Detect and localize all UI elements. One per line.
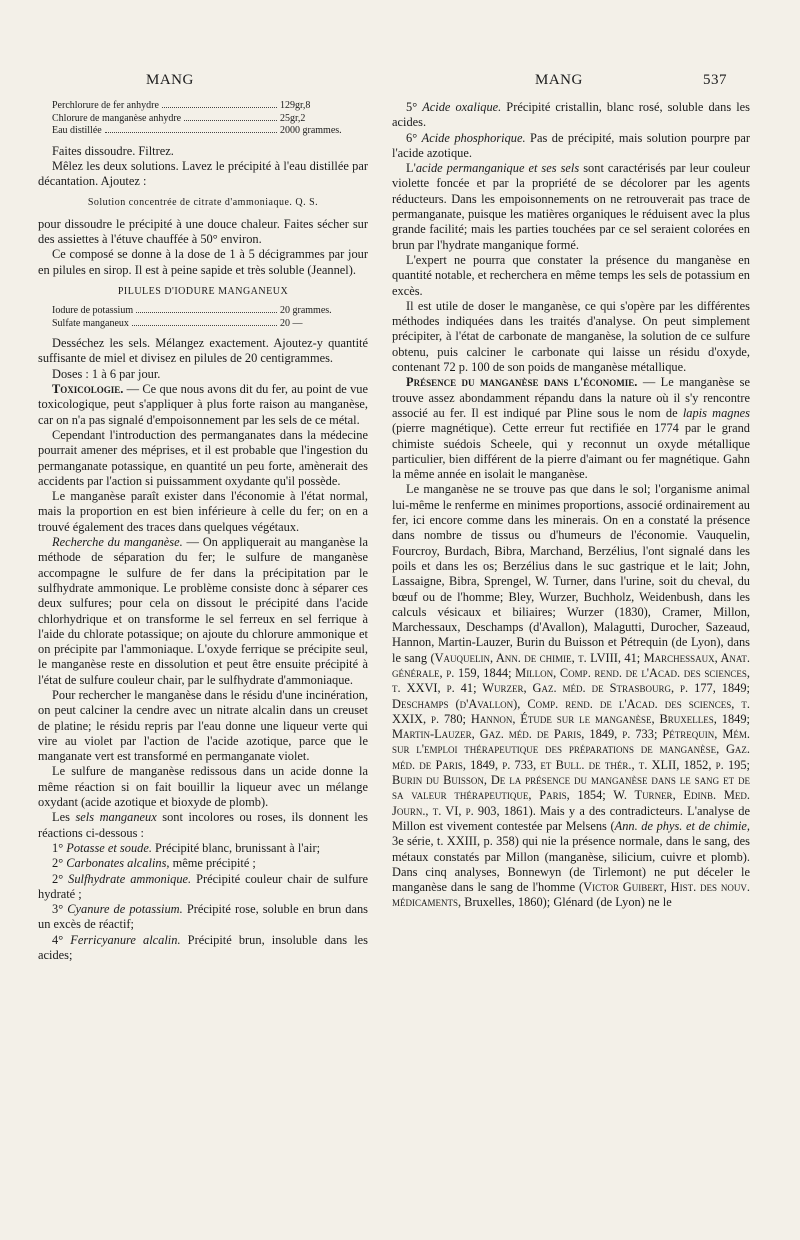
paragraph: Cependant l'introduction des permanganates dans la médecine pourrait amener des méprises, et il est probable que l'ingestion du permanganate potassique, en quantité un peu forte, amènerait des accidents par l'action si puissamment oxydante qu'il possède. [38,427,368,488]
section-heading-presence: Présence du manganèse dans l'économie. [406,375,638,390]
references: Vauquelin, Ann. de chimie, t. LVIII, 41; Marchessaux, Anat. générale, p. 159, 1844; Millon, Comp. rend. de l'Acad. des sciences, t. XXVI, p. 41; Wurzer, Gaz. méd. de Strasbourg, p. 177, 1849; Deschamps (d'Avallon), Comp. rend. de l'Acad. des sciences, t. XXIX, p. 780; Hannon, Étude sur le manganèse, Bruxelles, 1849; Martin-Lauzer, Gaz. méd. de Paris, 1849, p. 733; Pétrequin, Mém. sur l'emploi thérapeutique des préparations de manganèse, Gaz. méd. de Paris, 1849, p. 733, et Bull. de thér., t. XLII, 1852, p. 195; Burin du Buisson, De la présence du manganèse dans le sang et de sa valeur thérapeutique, Paris, 1854; W. Turner, Edinb. Med. Journ., t. VI, p. 903, 1861 [392,650,750,818]
paragraph: Le manganèse ne se trouve pas que dans le sol; l'organisme animal lui-même le renferme en minimes proportions, associé ordinairement au fer, ici encore comme dans les minerais. On en a constaté la présence dans nombre de tissus ou d'humeurs de l'économie. Vauquelin, Fourcroy, Burdach, Bibra, Marchand, Berzélius, l'ont signalé dans les poils et dans les os; Berzélius dans le suc gastrique et le lait; John, Lassaigne, Bibra, Sprengel, W. Turner, dans l'urine, soit du cheval, du bœuf ou de l'homme; Bley, Wurzer, Buchholz, Weidenbush, dans les calculs vésicaux et biliaires; Wurzer (1830), Cramer, Millon, Marchessaux, Deschamps (d'Avallon), Malagutti, Durocher, Sazeaud, Hannon, Martin-Lauzer, Burin du Buisson et Pétrequin (de Lyon), dans le sang (Vauquelin, Ann. de chimie, t. LVIII, 41; Marchessaux, Anat. générale, p. 159, 1844; Millon, Comp. rend. de l'Acad. des sciences, t. XXVI, p. 41; Wurzer, Gaz. méd. de Strasbourg, p. 177, 1849; Deschamps (d'Avallon), Comp. rend. de l'Acad. des sciences, t. XXIX, p. 780; Hannon, Étude sur le manganèse, Bruxelles, 1849; Martin-Lauzer, Gaz. méd. de Paris, 1849, p. 733; Pétrequin, Mém. sur l'emploi thérapeutique des préparations de manganèse, Gaz. méd. de Paris, 1849, p. 733, et Bull. de thér., t. XLII, 1852, p. 195; Burin du Buisson, De la présence du manganèse dans le sang et de sa valeur thérapeutique, Paris, 1854; W. Turner, Edinb. Med. Journ., t. VI, p. 903, 1861). Mais y a des contradicteurs. L'analyse de Millon est vivement contestée par Melsens (Ann. de phys. et de chimie, 3e série, t. XXIII, p. 358) qui nie la présence normale, dans le sang, des métaux constatés par Millon (manganèse, silicium, cuivre et plomb). Dans cinq analyses, Bonnewyn (de Tirlemont) ne put déceler le manganèse dans le sang de l'homme (Victor Guibert, Hist. des nouv. médicaments, Bruxelles, 1860); Glénard (de Lyon) ne le [392,482,751,910]
recipe-iodide-pills [38,305,368,330]
reaction-item: 3° Cyanure de potassium. Précipité rose, soluble en brun dans un excès de réactif; [38,902,368,932]
paragraph: Pour rechercher le manganèse dans le résidu d'une incinération, on peut calciner la cendre avec un nitrate alcalin dans un creuset de platine; le résidu repris par l'eau donne une liqueur verte qui vire au violet par l'action de l'acide azotique, parce que le manganate vert est transformé en permanganate violet. [38,688,368,764]
paragraph: Présence du manganèse dans l'économie. — Le manganèse se trouve assez abondamment répandu dans la nature où il s'y rencontre associé au fer. Il est indiqué par Pline sous le nom de lapis magnes (pierre magnétique). Cette erreur fut rectifiée en 1774 par le grand chimiste suédois Scheele, qui y reconnut un oxyde métallique particulier, bien différent de la pierre d'aimant ou fer magnétique. Gahn la même année en isolait le manganèse. [392,375,750,482]
reaction-item: 6° Acide phosphorique. Pas de précipité, mais solution pourpre par l'acide azotique. [392,130,750,160]
paragraph: L'expert ne pourra que constater la présence du manganèse en quantité notable, et recherchera en même temps les sels de potassium en excès. [392,252,750,298]
recipe-iron-manganese [38,100,368,138]
paragraph: Le manganèse paraît exister dans l'économie à l'état normal, mais la proportion en est bien inférieure à celle du fer; on en a trouvé également des traces dans quelques végétaux. [38,489,368,534]
paragraph: Mêlez les deux solutions. Lavez le précipité à l'eau distillée par décantation. Ajoutez : [38,158,368,189]
left-column [38,100,368,963]
paragraph: L'acide permanganique et ses sels sont caractérisés par leur couleur violette foncée et par la propriété de se décolorer par les agents réducteurs. Dans les empoisonnements on ne retrouverait pas trace de permanganate, puisque les matières organiques le réduisent avec la plus grande facilité; mais les parties touchées par ce sel seraient colorées en brun par l'hydrate manganique formé. [392,161,750,252]
paragraph: Faites dissoudre. Filtrez. [52,143,174,158]
running-head-center: MANG [535,72,583,88]
recipe-title: PILULES D'IODURE MANGANEUX [117,285,289,297]
recipe-title: Solution concentrée de citrate d'ammoniaque. Q. S. [87,197,319,209]
paragraph: Desséchez les sels. Mélangez exactement. Ajoutez-y quantité suffisante de miel et divisez en pilules de 20 centigrammes. [38,336,368,366]
reaction-item: 4° Ferricyanure alcalin. Précipité brun, insoluble dans les acides; [38,932,368,963]
recipe-row: Chlorure de manganèse anhydre 25gr,2 [52,112,306,124]
section-heading-toxicologie: Toxicologie. [52,382,124,397]
recipe-row: Eau distillée 2000 grammes. [52,125,342,136]
paragraph: Ce composé se donne à la dose de 1 à 5 décigrammes par jour en pilules en sirop. Il est à peine sapide et très soluble (Jeannel). [38,247,368,277]
paragraph: Doses : 1 à 6 par jour. [52,366,161,381]
running-head-left: MANG [146,72,194,88]
recipe-row: Sulfate manganeux 20 — [52,317,303,329]
paragraph: Toxicologie. — Ce que nous avons dit du fer, au point de vue toxicologique, peut s'appliquer à plus forte raison au manganèse, car on n'a pas signalé d'empoisonnement par les sels de ce métal. [38,382,368,427]
reaction-item: 1° Potasse et soude. Précipité blanc, brunissant à l'air; [52,840,321,855]
reaction-item: 2° Sulfhydrate ammonique. Précipité couleur chair de sulfure hydraté ; [38,871,369,901]
page-number: 537 [703,72,727,88]
paragraph: Le sulfure de manganèse redissous dans un acide donne la même réaction si on fait bouillir la liqueur avec un mélange oxydant (acide azotique et bioxyde de plomb). [38,764,368,810]
paragraph: Les sels manganeux sont incolores ou roses, ils donnent les réactions ci-dessous : [38,810,368,840]
paragraph: Recherche du manganèse. — On appliquerait au manganèse la méthode de séparation du fer; le sulfure de manganèse accompagne le sulfure de fer dans la précipitation par le sulfhydrate ammonique. Le problème consiste donc à séparer ces deux sulfures; pour cela on dissout le précipité dans l'acide chlorhydrique et on transforme le sel ferreux en sel ferrique à l'aide du chlorate potassique; on ajoute du chlorure ammonique et on précipite par l'ammoniaque. L'oxyde ferrique se précipite seul, le manganèse reste en dissolution et peut être ensuite précipité à l'état de sulfure couleur chair, par le sulfhydrate d'ammoniaque. [38,535,369,687]
right-column [392,100,750,911]
reaction-item: 2° Carbonates alcalins, même précipité ; [52,856,256,871]
recipe-row: Perchlorure de fer anhydre 129gr,8 [52,100,311,111]
reaction-item: 5° Acide oxalique. Précipité cristallin, blanc rosé, soluble dans les acides. [392,100,750,130]
paragraph: pour dissoudre le précipité à une douce chaleur. Faites sécher sur des assiettes à l'étuve chauffée à 50° environ. [38,216,368,246]
paragraph: Il est utile de doser le manganèse, ce qui s'opère par les différentes méthodes indiquées dans les traités d'analyse. On peut simplement précipiter, à l'état de carbonate de manganèse, la solution de ce sulfure obtenu, puis calciner le carbonate qui laisse un résidu d'oxyde, contenant 72 p. 100 de son poids de manganèse métallique. [392,298,750,375]
section-heading-recherche: Recherche du manganèse. [52,535,183,550]
recipe-row: Iodure de potassium 20 grammes. [52,305,332,317]
